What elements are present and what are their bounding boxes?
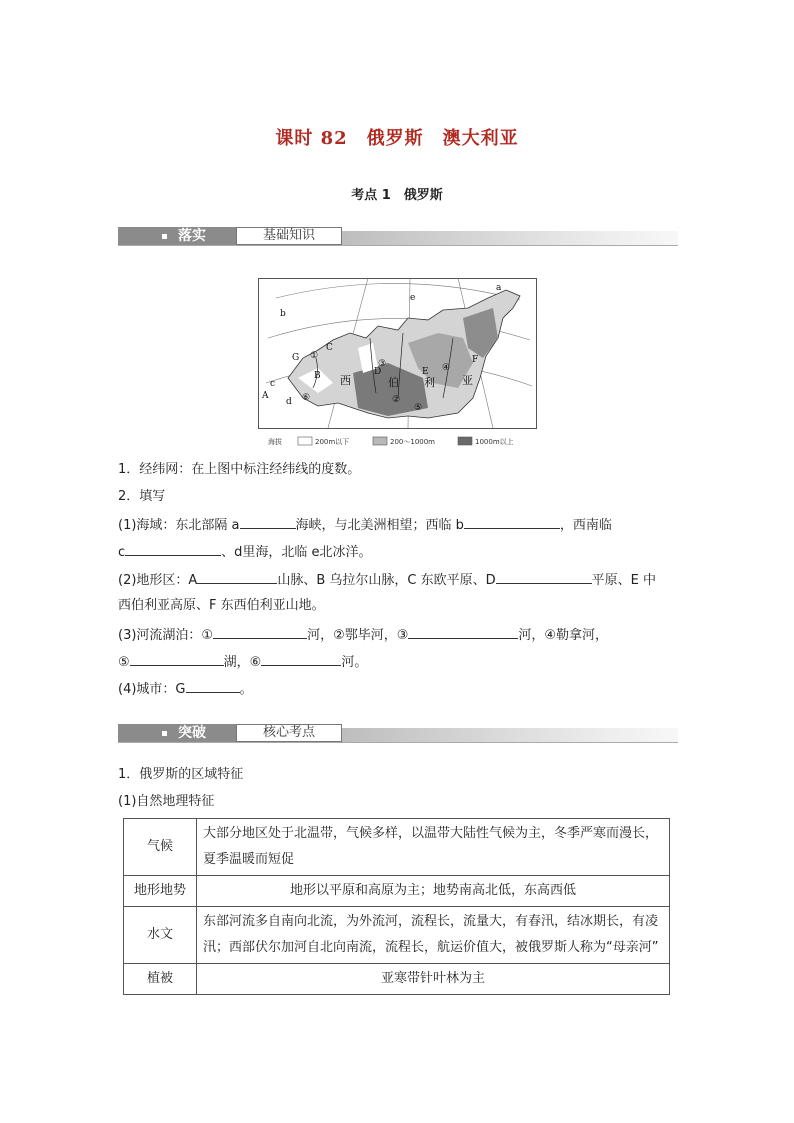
q2-sea-line2: c 、d里海，北临 e北冰洋。 (118, 541, 683, 563)
map-label-ya: 亚 (462, 374, 473, 387)
section-band-core (118, 724, 678, 742)
table-key: 地形地势 (124, 876, 197, 907)
map-label-2: ② (392, 395, 401, 405)
q2-city-line: (4)城市：G 。 (118, 678, 683, 700)
table-key: 水文 (124, 907, 197, 964)
paragraph-regional-features: 1．俄罗斯的区域特征 (118, 767, 244, 782)
legend-high: 1000m以上 (475, 438, 514, 446)
table-row (124, 819, 670, 876)
russia-map (258, 278, 537, 450)
answer-blank-G[interactable] (186, 678, 240, 693)
map-label-B: B (314, 371, 321, 381)
table-value: 亚寒带针叶林为主 (197, 964, 670, 995)
q2-land-line1: (2)地形区：A 山脉、B 乌拉尔山脉，C 东欧平原、D 平原、E 中 (118, 569, 683, 591)
answer-blank-river3[interactable] (408, 624, 518, 639)
table-row (124, 907, 670, 964)
band-dark-label: 落实 (178, 228, 206, 244)
answer-blank-A[interactable] (197, 569, 277, 584)
section-band-basic (118, 227, 678, 245)
map-label-D: D (374, 367, 382, 377)
map-label-1: ① (310, 351, 319, 361)
map-label-d: d (286, 397, 292, 407)
q2-river-line1: (3)河流湖泊：① 河，②鄂毕河，③ 河，④勒拿河， (118, 624, 683, 646)
band-light-label: 基础知识 (236, 227, 342, 245)
answer-blank-lake5[interactable] (130, 651, 224, 666)
map-label-a: a (496, 283, 502, 293)
answer-blank-b[interactable] (464, 514, 560, 529)
section-subtitle: 考点 1 俄罗斯 (351, 188, 443, 203)
table-value: 东部河流多自南向北流，为外流河，流程长，流量大，有春汛，结冰期长，有凌汛；西部伏尔加河自北向南流，流程长，航运价值大，被俄罗斯人称为“母亲河” (197, 907, 670, 964)
map-label-5: ⑤ (414, 403, 423, 413)
map-label-li: 利 (424, 376, 435, 389)
table-key: 气候 (124, 819, 197, 876)
map-label-F: F (472, 355, 479, 365)
map-label-b: b (280, 309, 286, 319)
legend-low: 200m以下 (315, 438, 350, 446)
map-label-E: E (422, 367, 429, 377)
map-label-xi: 西 (340, 374, 351, 387)
answer-blank-c[interactable] (125, 541, 221, 556)
table-row (124, 964, 670, 995)
band-light-label: 核心考点 (236, 724, 342, 742)
legend-mid: 200～1000m (390, 438, 435, 446)
table-key: 植被 (124, 964, 197, 995)
q2-sea-line1: (1)海域：东北部隔 a 海峡，与北美洲相望；西临 b ，西南临 (118, 514, 683, 536)
natural-features-table (123, 818, 670, 995)
band-dark-label: 突破 (178, 725, 206, 741)
map-label-C: C (326, 343, 333, 353)
map-label-3: ③ (378, 359, 387, 369)
map-label-6: ⑥ (302, 393, 311, 403)
answer-blank-river1[interactable] (213, 624, 307, 639)
table-row (124, 876, 670, 907)
answer-blank-a[interactable] (240, 514, 296, 529)
q2-river-line2: ⑤ 湖，⑥ 河。 (118, 651, 683, 673)
q2-land-line2: 西伯利亚高原、F 东西伯利亚山地。 (118, 598, 325, 613)
map-label-G: G (292, 353, 300, 363)
table-value: 大部分地区处于北温带，气候多样，以温带大陆性气候为主，冬季严寒而漫长，夏季温暖而短促 (197, 819, 670, 876)
answer-blank-river6[interactable] (261, 651, 341, 666)
answer-blank-D[interactable] (496, 569, 592, 584)
map-label-c: c (270, 379, 276, 389)
map-label-A: A (262, 391, 269, 401)
paragraph-natural-features: (1)自然地理特征 (118, 794, 215, 809)
question-1: 1．经纬网：在上图中标注经纬线的度数。 (118, 462, 361, 477)
map-label-4: ④ (442, 363, 451, 373)
question-2: 2．填写 (118, 489, 166, 504)
legend-title: 海拔 (268, 438, 282, 446)
map-label-bo: 伯 (388, 376, 399, 389)
table-value: 地形以平原和高原为主；地势南高北低，东高西低 (197, 876, 670, 907)
map-label-e: e (410, 293, 416, 303)
page-title: 课时 82 俄罗斯 澳大利亚 (275, 128, 519, 149)
